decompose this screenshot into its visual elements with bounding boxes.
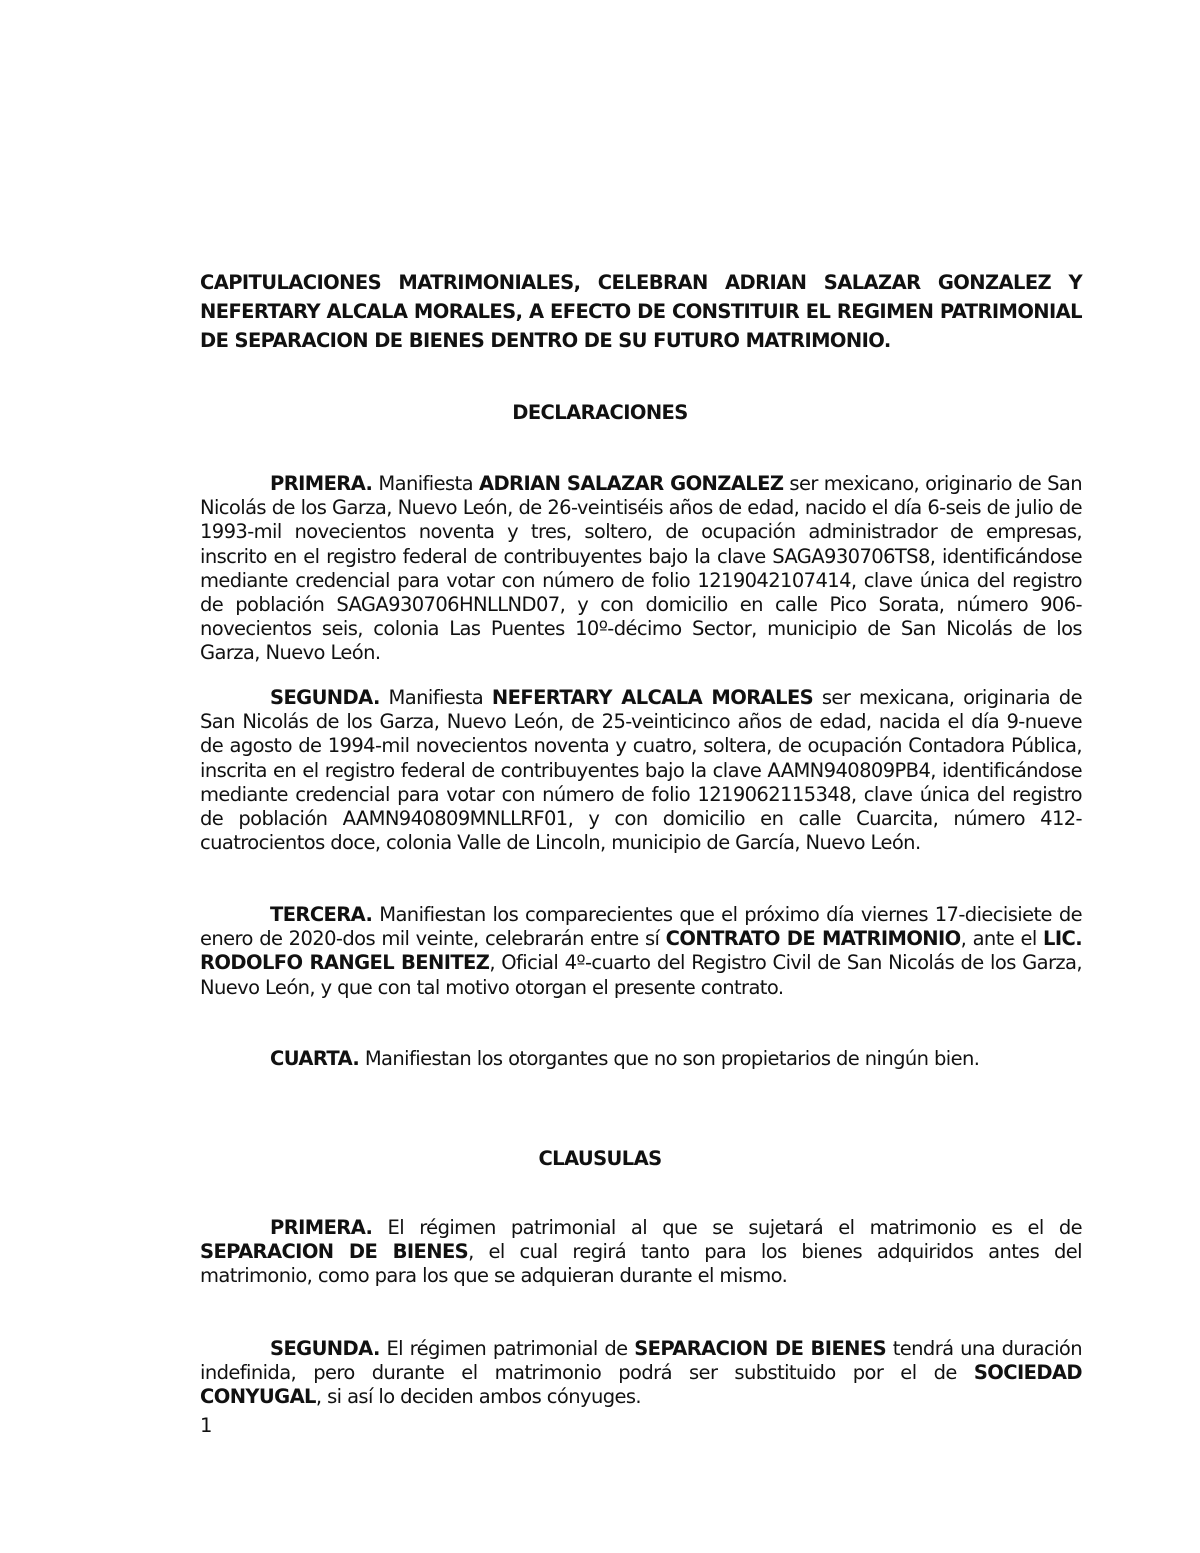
clause-label: PRIMERA. — [270, 1216, 373, 1239]
clause-text: ser mexicano, originario de San Nicolás de los Garza, Nuevo León, de 26-veintiséis años de edad, nacido el día 6-seis de julio de 1993-mil novecientos noventa y tres, soltero, de ocupación administrador de empresas, inscrito en el registro federal de contribuyentes bajo la clave SAGA930706TS8, identificándose mediante credencial para votar con número de folio 1219042107414, clave única del registro de población SAGA930706HNLLND07, y con domicilio en calle Pico Sorata, número 906-novecientos seis, colonia Las Puentes 10º-décimo Sector, municipio de San Nicolás de los Garza, Nuevo León. — [200, 472, 1082, 665]
clause-text: Manifiesta — [379, 686, 492, 709]
bold-term: SOCIEDAD CONYUGAL — [200, 1361, 1082, 1409]
clause-text: , si así lo deciden ambos cónyuges. — [315, 1385, 642, 1409]
clausula-primera — [200, 1216, 1082, 1289]
clausulas-heading: CLAUSULAS — [538, 1147, 662, 1170]
clause-label: TERCERA. — [270, 903, 373, 926]
party-name: ADRIAN SALAZAR GONZALEZ — [478, 472, 784, 495]
clause-text: Manifiesta — [372, 472, 479, 495]
bold-term: SEPARACION DE BIENES — [634, 1337, 887, 1360]
page-number: 1 — [200, 1414, 212, 1437]
clause-label: SEGUNDA. — [270, 686, 380, 709]
clause-text: , ante el — [960, 927, 1043, 951]
clause-text: El régimen patrimonial al que se sujetará el matrimonio es el de — [372, 1216, 1082, 1239]
document-title: CAPITULACIONES MATRIMONIALES, CELEBRAN ADRIAN SALAZAR GONZALEZ Y NEFERTARY ALCALA MORALES, A EFECTO DE CONSTITUIR EL REGIMEN PATRIMONIAL DE SEPARACION DE BIENES DENTRO DE SU FUTURO MATRIMONIO. — [200, 271, 1082, 352]
clause-text: ser mexicana, originaria de San Nicolás de los Garza, Nuevo León, de 25-veinticinco años de edad, nacida el día 9-nueve de agosto de 1994-mil novecientos noventa y cuatro, soltera, de ocupación Contadora Pública, inscrita en el registro federal de contribuyentes bajo la clave AAMN940809PB4, identificándose mediante credencial para votar con número de folio 1219062115348, clave única del registro de población AAMN940809MNLLRF01, y con domicilio en calle Cuarcita, número 412-cuatrocientos doce, colonia Valle de Lincoln, municipio de García, Nuevo León. — [200, 686, 1082, 855]
clause-label: PRIMERA. — [270, 472, 373, 495]
bold-term: LIC. RODOLFO RANGEL BENITEZ — [200, 927, 1082, 975]
clause-text: Manifiestan los otorgantes que no son propietarios de ningún bien. — [359, 1047, 980, 1070]
clause-label: CUARTA. — [270, 1047, 360, 1070]
declaraciones-heading: DECLARACIONES — [512, 401, 688, 424]
clausula-segunda — [200, 1337, 1082, 1410]
declaracion-tercera — [200, 903, 1082, 1000]
declaracion-cuarta — [200, 1047, 1082, 1071]
clause-text: tendrá una duración indefinida, pero durante el matrimonio podrá ser substituido por el de — [200, 1337, 1082, 1385]
declaracion-primera — [200, 472, 1082, 666]
clause-text: , Oficial 4º-cuarto del Registro Civil de San Nicolás de los Garza, Nuevo León, y que con tal motivo otorgan el presente contrato. — [200, 951, 1082, 999]
party-name: NEFERTARY ALCALA MORALES — [491, 686, 814, 709]
clause-text: , el cual regirá tanto para los bienes adquiridos antes del matrimonio, como para los que se adquieran durante el mismo. — [200, 1240, 1082, 1288]
bold-term: SEPARACION DE BIENES — [200, 1240, 469, 1264]
clause-label: SEGUNDA. — [270, 1337, 380, 1360]
declaracion-segunda — [200, 686, 1082, 855]
clause-text: El régimen patrimonial de — [379, 1337, 635, 1360]
clause-text: Manifiestan los comparecientes que el próximo día viernes 17-diecisiete de enero de 2020-dos mil veinte, celebrarán entre sí — [200, 903, 1082, 951]
bold-term: CONTRATO DE MATRIMONIO — [665, 927, 961, 951]
